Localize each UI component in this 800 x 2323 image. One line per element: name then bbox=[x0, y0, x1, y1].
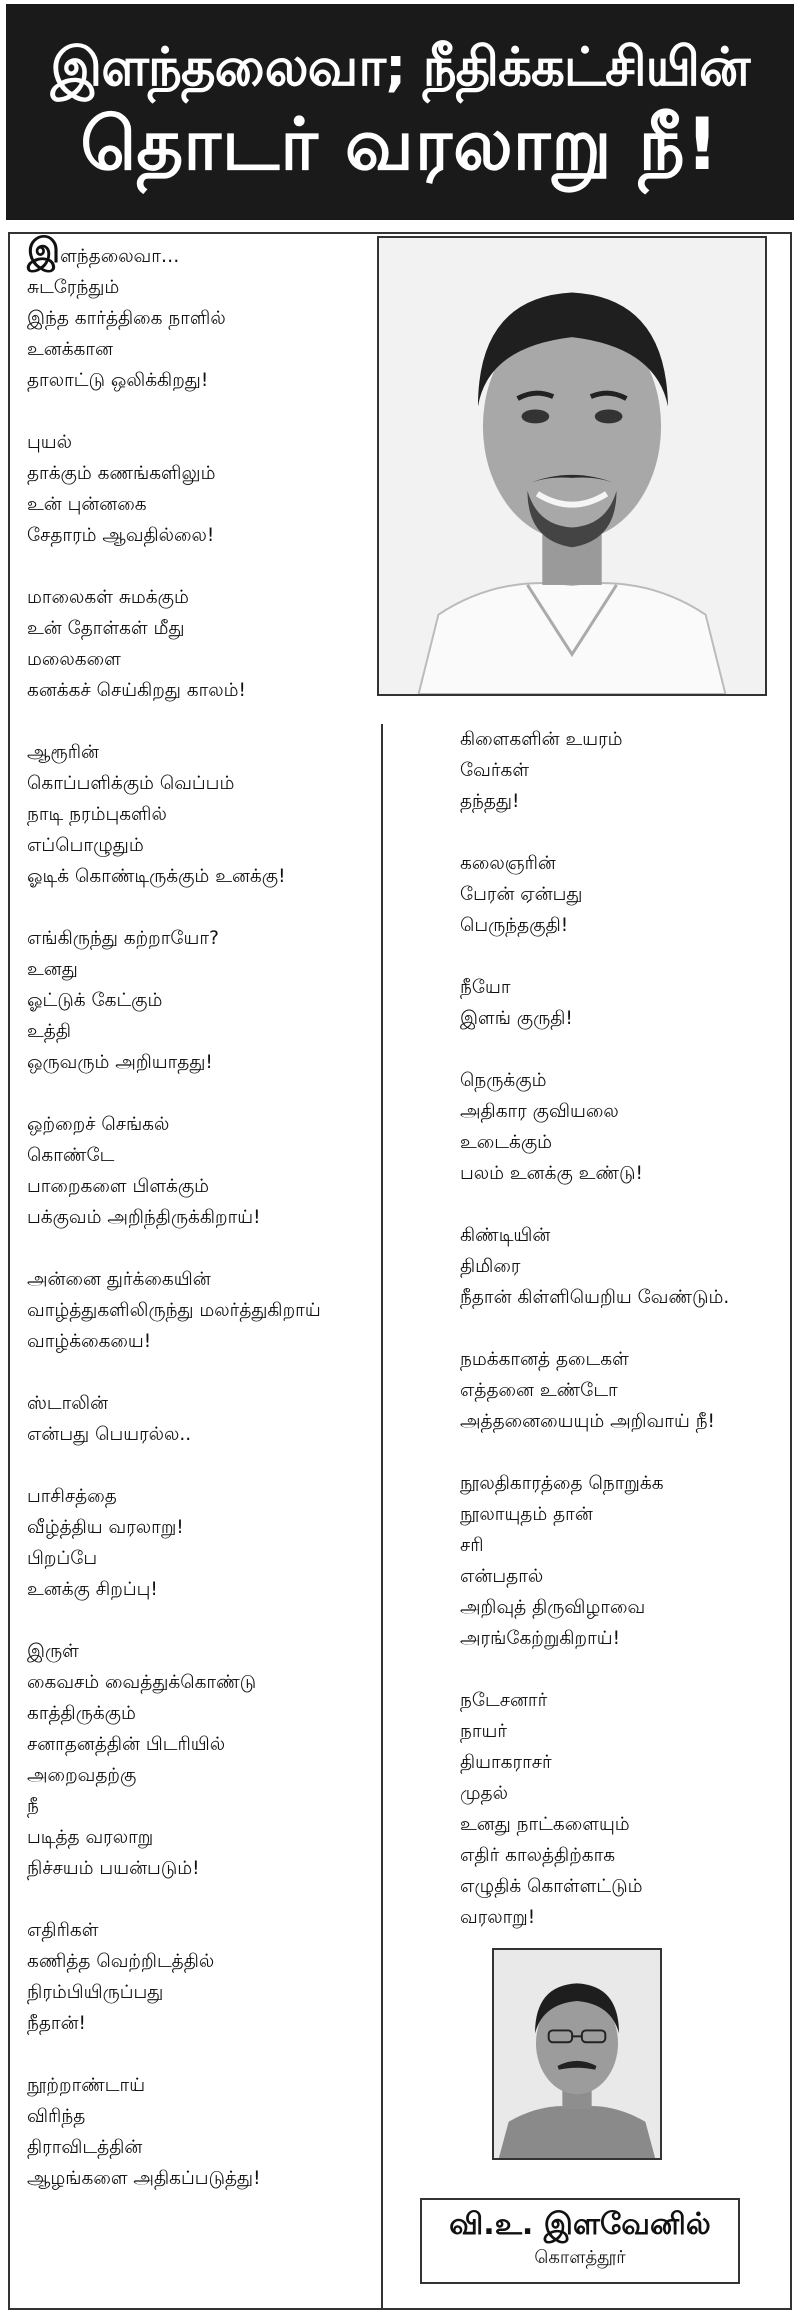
poem-line: ஓட்டுக் கேட்கும் bbox=[27, 990, 163, 1011]
poem-line: தாக்கும் கணங்களிலும் bbox=[27, 463, 216, 484]
poem-line: பலம் உனக்கு உண்டு! bbox=[460, 1163, 643, 1184]
poem-line: படித்த வரலாறு bbox=[27, 1827, 154, 1848]
poem-stanza bbox=[460, 1065, 780, 1189]
author-portrait-illustration bbox=[494, 1950, 660, 2158]
poem-line: தாலாட்டு ஒலிக்கிறது! bbox=[27, 370, 209, 391]
poem-first-line bbox=[27, 231, 367, 272]
headline-line-2: தொடர் வரலாறு நீ! bbox=[80, 102, 720, 187]
poem-line: உனக்கு சிறப்பு! bbox=[27, 1579, 158, 1600]
poem-line: அத்தனையையும் அறிவாய் நீ! bbox=[460, 1411, 715, 1432]
poem-line: கொப்பளிக்கும் வெப்பம் bbox=[27, 773, 235, 794]
poem-stanza bbox=[27, 1481, 367, 1605]
poem-line: கணித்த வெற்றிடத்தில் bbox=[27, 1951, 215, 1972]
poem-line: நூலதிகாரத்தை நொறுக்க bbox=[460, 1473, 664, 1494]
author-place: கொளத்தூர் bbox=[534, 2247, 626, 2268]
author-name: வி.உ. இளவேனில் bbox=[449, 2207, 711, 2242]
poem-line: விரிந்த bbox=[27, 2106, 86, 2127]
poem-line: நீதான் கிள்ளியெறிய வேண்டும். bbox=[460, 1287, 730, 1308]
poem-line: வீழ்த்திய வரலாறு! bbox=[27, 1517, 184, 1538]
poem-first-line-text: ளந்தலைவா… bbox=[60, 246, 180, 267]
poem-line: நெருக்கும் bbox=[460, 1070, 547, 1091]
poem-line: ஆழங்களை அதிகப்படுத்து! bbox=[27, 2168, 261, 2189]
poem-stanza bbox=[27, 1915, 367, 2039]
poem-line: எங்கிருந்து கற்றாயோ? bbox=[27, 928, 219, 949]
poem-line: பெருந்தகுதி! bbox=[460, 915, 569, 936]
poem-stanza bbox=[460, 1685, 780, 1933]
poem-line: மலைகளை bbox=[27, 649, 121, 670]
poem-line: வரலாறு! bbox=[460, 1907, 536, 1928]
poem-line: எதிரிகள் bbox=[27, 1920, 99, 1941]
poem-line: அன்னை துர்க்கையின் bbox=[27, 1269, 211, 1290]
poem-right-column bbox=[460, 724, 780, 1964]
poem-line: பாசிசத்தை bbox=[27, 1486, 117, 1507]
poem-stanza bbox=[27, 737, 367, 892]
poem-line: ஓடிக் கொண்டிருக்கும் உனக்கு! bbox=[27, 866, 286, 887]
poem-line: நமக்கானத் தடைகள் bbox=[460, 1349, 629, 1370]
poem-line: கைவசம் வைத்துக்கொண்டு bbox=[27, 1672, 257, 1693]
poem-line: உனது bbox=[27, 959, 78, 980]
poem-left-column bbox=[27, 231, 367, 2225]
drop-cap-letter: இ bbox=[27, 231, 61, 271]
poem-line: அரங்கேற்றுகிறாய்! bbox=[460, 1628, 621, 1649]
poem-line: புயல் bbox=[27, 432, 72, 453]
poem-stanza bbox=[460, 1220, 780, 1313]
poem-line: மாலைகள் சுமக்கும் bbox=[27, 587, 189, 608]
poem-stanza bbox=[460, 972, 780, 1034]
poem-line: உத்தி bbox=[27, 1021, 71, 1042]
poem-line: காத்திருக்கும் bbox=[27, 1703, 136, 1724]
poem-line: இருள் bbox=[27, 1641, 79, 1662]
poem-line: பாறைகளை பிளக்கும் bbox=[27, 1176, 210, 1197]
poem-line: நூலாயுதம் தான் bbox=[460, 1504, 593, 1525]
poem-opening-stanza bbox=[27, 231, 367, 396]
poem-line: கிண்டியின் bbox=[460, 1225, 551, 1246]
poem-line: ஸ்டாலின் bbox=[27, 1393, 109, 1414]
poem-line: நடேசனார் bbox=[460, 1690, 548, 1711]
poem-stanza bbox=[27, 1109, 367, 1233]
poem-line: முதல் bbox=[460, 1783, 508, 1804]
poem-stanza bbox=[27, 923, 367, 1078]
main-portrait-photo bbox=[377, 236, 767, 696]
poem-line: கனக்கச் செய்கிறது காலம்! bbox=[27, 680, 246, 701]
poem-line: எப்பொழுதும் bbox=[27, 835, 144, 856]
poem-line: என்பதால் bbox=[460, 1566, 544, 1587]
poem-stanza bbox=[27, 1636, 367, 1884]
poem-line: நீதான்! bbox=[27, 2013, 86, 2034]
poem-line: கொண்டே bbox=[27, 1145, 115, 1166]
poem-line: சனாதனத்தின் பிடரியில் bbox=[27, 1734, 226, 1755]
headline-line-1: இளந்தலைவா; நீதிக்கட்சியின் bbox=[50, 37, 750, 99]
poem-line: ஒருவரும் அறியாதது! bbox=[27, 1052, 213, 1073]
poem-line: கிளைகளின் உயரம் bbox=[460, 729, 623, 750]
poem-stanza bbox=[460, 848, 780, 941]
poem-line: கலைஞரின் bbox=[460, 853, 556, 874]
poem-line: உனக்கான bbox=[27, 339, 113, 360]
poem-line: திராவிடத்தின் bbox=[27, 2137, 143, 2158]
poem-line: ஆரூரின் bbox=[27, 742, 99, 763]
poem-line: சுடரேந்தும் bbox=[27, 277, 120, 298]
poem-line: பேரன் ஏன்பது bbox=[460, 884, 583, 905]
poem-line: வேர்கள் bbox=[460, 760, 530, 781]
header-banner bbox=[6, 4, 794, 220]
poem-line: இந்த கார்த்திகை நாளில் bbox=[27, 308, 226, 329]
poem-stanza bbox=[460, 724, 780, 817]
poem-line: திமிரை bbox=[460, 1256, 521, 1277]
poem-line: எழுதிக் கொள்ளட்டும் bbox=[460, 1876, 643, 1897]
poem-stanza bbox=[460, 1344, 780, 1437]
poem-line: நிச்சயம் பயன்படும்! bbox=[27, 1858, 200, 1879]
poem-line: உன் தோள்கள் மீது bbox=[27, 618, 185, 639]
poem-line: உன் புன்னகை bbox=[27, 494, 147, 515]
poem-line: சரி bbox=[460, 1535, 484, 1556]
poem-line: அறிவுத் திருவிழாவை bbox=[460, 1597, 646, 1618]
author-photo bbox=[492, 1948, 662, 2160]
poem-line: தியாகராசர் bbox=[460, 1752, 552, 1773]
poem-line: பிறப்பே bbox=[27, 1548, 98, 1569]
poem-stanza bbox=[27, 1388, 367, 1450]
poem-line: நாயர் bbox=[460, 1721, 508, 1742]
poem-line: நிரம்பியிருப்பது bbox=[27, 1982, 164, 2003]
poem-line: நாடி நரம்புகளில் bbox=[27, 804, 167, 825]
poem-stanza bbox=[27, 1264, 367, 1357]
poem-line: இளங் குருதி! bbox=[460, 1008, 573, 1029]
poem-line: தந்தது! bbox=[460, 791, 520, 812]
poem-stanza bbox=[460, 1468, 780, 1654]
poem-line: உனது நாட்களையும் bbox=[460, 1814, 630, 1835]
poem-line: அதிகார குவியலை bbox=[460, 1101, 619, 1122]
column-divider bbox=[381, 724, 383, 2310]
poem-line: எத்தனை உண்டோ bbox=[460, 1380, 618, 1401]
portrait-illustration bbox=[379, 238, 765, 694]
poem-line: ஒற்றைச் செங்கல் bbox=[27, 1114, 170, 1135]
poem-line: வாழ்த்துகளிலிருந்து மலர்த்துகிறாய் bbox=[27, 1300, 321, 1321]
poem-line: நீ bbox=[27, 1796, 39, 1817]
author-credit-box bbox=[420, 2198, 740, 2284]
poem-line: பக்குவம் அறிந்திருக்கிறாய்! bbox=[27, 1207, 261, 1228]
poem-line: என்பது பெயரல்ல.. bbox=[27, 1424, 192, 1445]
poem-stanza bbox=[27, 427, 367, 551]
poem-line: நூற்றாண்டாய் bbox=[27, 2075, 146, 2096]
poem-line: சேதாரம் ஆவதில்லை! bbox=[27, 525, 215, 546]
poem-line: நீயோ bbox=[460, 977, 511, 998]
poem-line: உடைக்கும் bbox=[460, 1132, 553, 1153]
poem-stanza bbox=[27, 582, 367, 706]
poem-line: அறைவதற்கு bbox=[27, 1765, 137, 1786]
poem-line: வாழ்க்கையை! bbox=[27, 1331, 152, 1352]
poem-stanza bbox=[27, 2070, 367, 2194]
poem-line: எதிர் காலத்திற்காக bbox=[460, 1845, 616, 1866]
